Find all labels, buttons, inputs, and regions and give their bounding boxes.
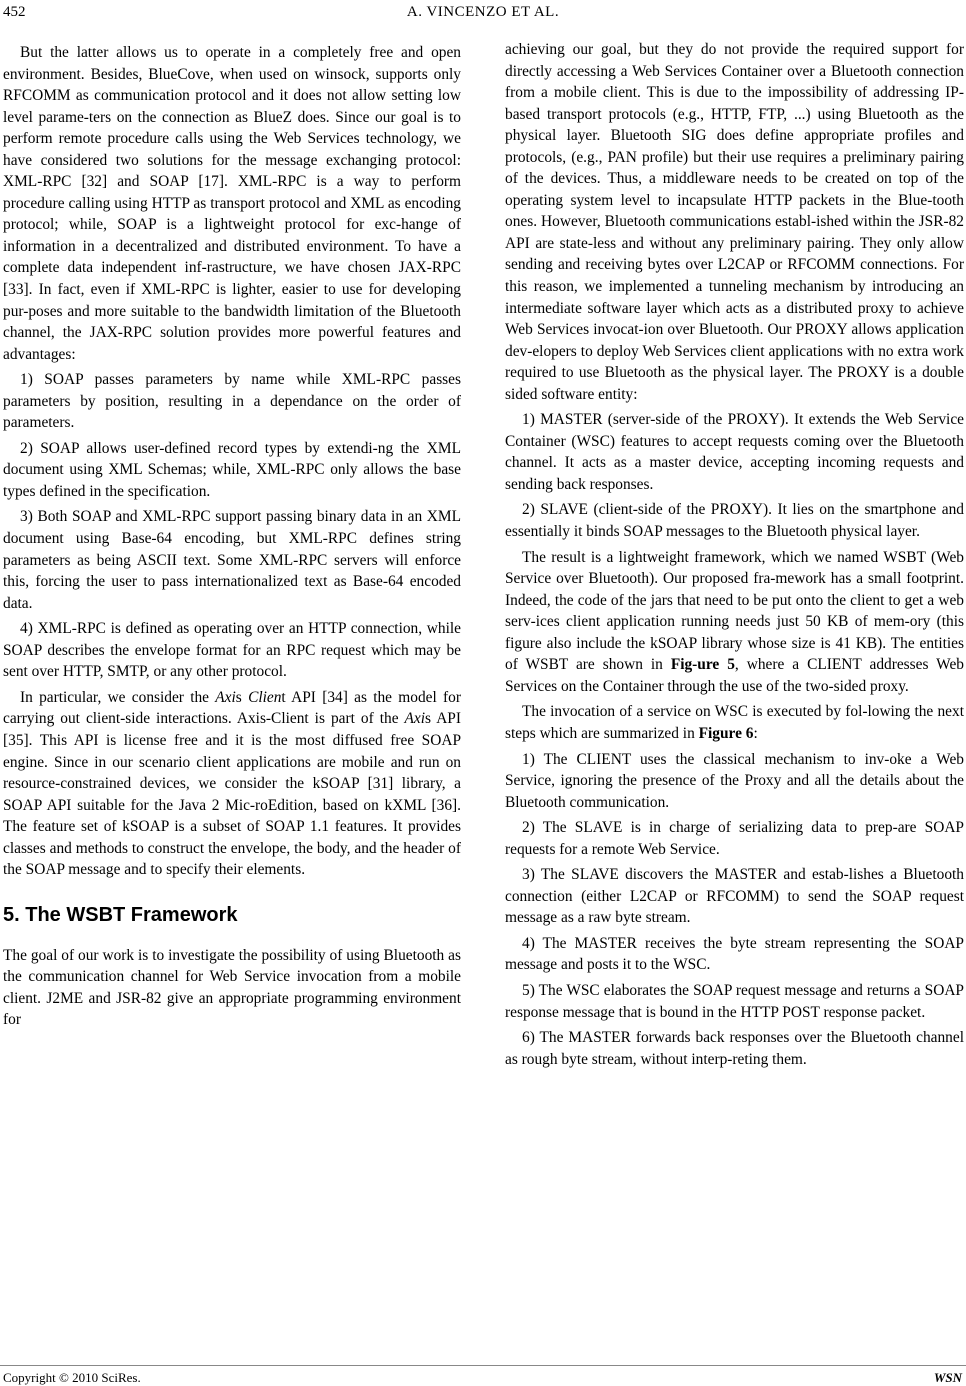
list-item: 5) The WSC elaborates the SOAP request message and returns a SOAP response message that is bound in the HTTP POST response packet. — [505, 981, 964, 1021]
list-item: 1) SOAP passes parameters by name while XML-RPC passes parameters by position, resulting in a dependance on the order of parameters. — [3, 371, 461, 432]
list-item: 4) XML-RPC is defined as operating over an HTTP connection, while SOAP describes the envelope format for an RPC request which may be sent over HTTP, SMTP, or any other protocol. — [3, 620, 461, 681]
text-run: The invocation of a service on WSC is executed by fol-lowing the next steps which are summarized in — [505, 703, 964, 742]
right-column — [505, 39, 964, 1074]
list-item: 2) The SLAVE is in charge of serializing data to prep-are SOAP requests for a remote Web Service. — [505, 819, 964, 858]
left-column — [3, 42, 461, 1035]
list-item: 2) SLAVE (client-side of the PROXY). It lies on the smartphone and essentially it binds SOAP messages to the Bluetooth physical layer. — [505, 501, 964, 541]
italic-run: Clien — [248, 688, 282, 706]
page-footer — [0, 1365, 966, 1386]
paragraph — [505, 701, 964, 744]
paragraph — [505, 547, 964, 698]
text-run: The result is a lightweight framework, which we named WSBT (Web Service over Bluetooth). Our proposed fra-mework has a small footprint. Indeed, the code of the jars that need to be put onto the client to get a web serv-ices client application running needs just 50 KB of mem-ory (this figure also include the kSOAP library whose size is 41 KB). The entities of WSBT are shown in — [505, 548, 964, 674]
text-run: t API [34] as the model for carrying out client-side interactions. Axis-Client is part of the — [3, 688, 461, 728]
list-item: 3) Both SOAP and XML-RPC support passing binary data in an XML document using Base-64 encoding, but XML-RPC defines string parameters as being ASCII text. Some XML-RPC servers will enforce this, forcing the user to pass internationalized text as Base-64 encoded data. — [3, 508, 461, 612]
paragraph: achieving our goal, but they do not provide the required support for directly accessing a Web Services Container over a Bluetooth connection from a mobile client. This is due to the impossibility of addressing IP-based transport protocols (e.g., HTTP, FTP, ...) using Bluetooth as the physical layer. Bluetooth SIG does define appropriate profiles and protocols, (e.g., PAN profile) but their use requires a preliminary pairing of the devices. Thus, a middleware needs to be created on top of the operating system level to incapsulate HTTP packets in the Blue-tooth ones. However, Bluetooth communications establ-ished within the JSR-82 API are state-less and without any preliminary pairing. They only allow sending and receiving bytes over L2CAP or RFCOMM connections. For this reason, we implemented a tunneling mechanism by introducing an intermediate software layer which acts as a distributed proxy to achieve Web Services invocat-ion over Bluetooth. Our PROXY allows application dev-elopers to deploy Web Services client applications with no extra work required to use Bluetooth as the physical layer. The PROXY is a double sided software entity: — [505, 41, 964, 403]
list-item: 3) The SLAVE discovers the MASTER and estab-lishes a Bluetooth connection (either L2CAP or RFCOMM) to send the SOAP request message as a raw byte stream. — [505, 866, 964, 927]
text-run: In particular, we consider the — [20, 688, 216, 706]
list-item: 2) SOAP allows user-defined record types by extendi-ng the XML document using XML Schemas; while, XML-RPC only allows the base types defined in the specification. — [3, 439, 461, 500]
list-item: 1) The CLIENT uses the classical mechanism to inv-oke a Web Service, ignoring the presence of the Proxy and all the details about the Bluetooth communication. — [505, 750, 964, 811]
list-item: 1) MASTER (server-side of the PROXY). It extends the Web Service Container (WSC) features to accept requests coming over the Bluetooth channel. It acts as a master device, accepting incoming requests and sending back responses. — [505, 411, 964, 493]
running-head: A. VINCENZO ET AL. — [406, 4, 560, 20]
page-header — [0, 4, 966, 28]
text-run: , where a CLIENT addresses Web Services on the Container through the use of the two-sided proxy. — [505, 656, 964, 695]
paragraph: The goal of our work is to investigate the possibility of using Bluetooth as the communication channel for Web Service invocation from a mobile client. J2ME and JSR-82 give an appropriate programming environment for — [3, 946, 461, 1029]
paragraph: But the latter allows us to operate in a completely free and open environment. Besides, BlueCove, when used on winsock, supports only RFCOMM as communication protocol and it does not allow setting low level parame-ters on the connection as BlueZ does. Since our goal is to perform remote procedure calls using the Web Services technology, we have considered two solutions for the message exchanging protocol: XML-RPC [32] and SOAP [17]. XML-RPC is a way to perform procedure calling using HTTP as transport protocol and XML as encoding protocol; while, SOAP is a lightweight protocol for exc-hange of information in a decentralized and distributed environment. To have a complete data independent inf-rastructure, we have chosen JAX-RPC [33]. In fact, even if XML-RPC is lighter, easier to use for developing pur-poses and more suitable to the bandwidth limitation of the Bluetooth channel, the JAX-RPC solution provides more powerful features and advantages: — [3, 44, 461, 363]
list-item: 6) The MASTER forwards back responses over the Bluetooth channel as rough byte stream, without interp-reting them. — [505, 1029, 964, 1068]
paragraph — [3, 687, 461, 881]
text-run: s API [35]. This API is license free and it is the most diffused free SOAP engine. Since in our scenario client applications are mobile and run on resource-constrained devices, we consider the kSOAP [31] library, a SOAP API suitable for the Java 2 Mic-roEdition, based on kXML [36]. The feature set of kSOAP is a subset of SOAP 1.1 features. It provides classes and methods to construct the envelope, the body, and the header of the SOAP message and to specify their elements. — [3, 710, 461, 879]
journal-abbreviation: WSN — [933, 1370, 962, 1385]
page-number: 452 — [3, 4, 26, 20]
italic-run: Axi — [404, 710, 426, 728]
text-run: : — [753, 724, 758, 742]
copyright-notice: Copyright © 2010 SciRes. — [3, 1370, 141, 1385]
italic-run: Axi — [215, 688, 236, 706]
text-run: s — [235, 688, 249, 706]
list-item: 4) The MASTER receives the byte stream representing the SOAP message and posts it to the WSC. — [505, 934, 964, 974]
figure-reference: Fig-ure 5 — [670, 656, 735, 674]
section-title: 5. The WSBT Framework — [3, 903, 238, 926]
figure-reference: Figure 6 — [698, 724, 754, 742]
